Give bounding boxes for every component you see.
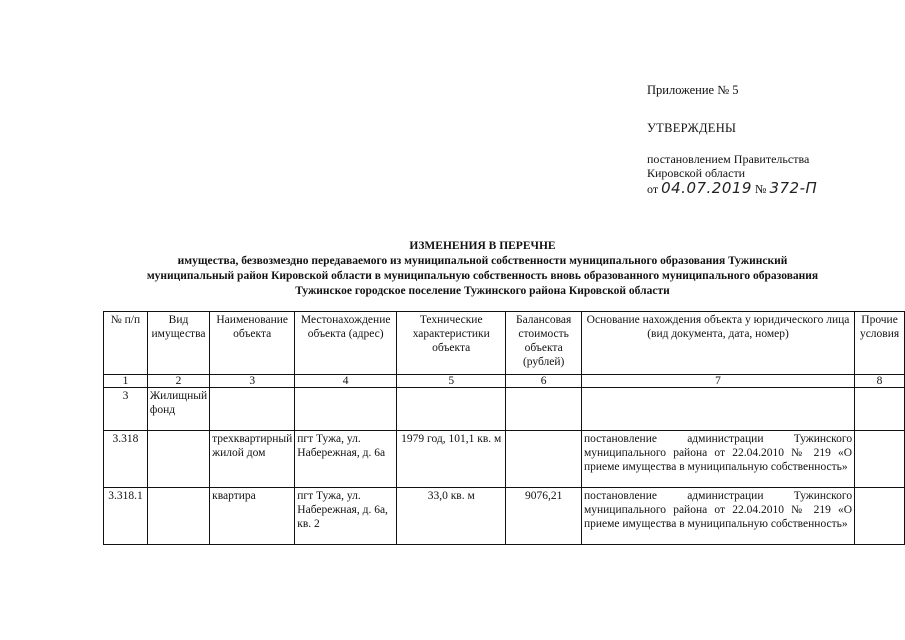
legal-basis: постановление администрации Тужинского муниципального района от 22.04.2010 № 219 «О приеме имущества в муниципальную собственность» [581,431,854,488]
document-title [60,239,905,299]
header-cell: Наименование объекта [210,312,295,375]
property-type [147,431,209,488]
appendix-label: Приложение № 5 [647,83,739,97]
header-cell: № п/п [104,312,148,375]
column-number: 5 [397,375,506,388]
header-cell: Технические характеристики объекта [397,312,506,375]
property-table [103,311,905,545]
other-terms [855,431,905,488]
object-name: трехквартирный жилой дом [210,431,295,488]
decree-date: 04.07.2019 [661,179,752,197]
column-number: 3 [210,375,295,388]
object-name: квартира [210,488,295,545]
header-cell: Основание нахождения объекта у юридического лица (вид документа, дата, номер) [581,312,854,375]
header-cell: Местонахождение объекта (адрес) [295,312,397,375]
table-row [104,431,905,488]
property-type: Жилищный фонд [147,388,209,431]
decree-line-2: Кировской области [647,166,746,180]
balance-value [506,431,582,488]
column-number: 7 [581,375,854,388]
title-line-1: ИЗМЕНЕНИЯ В ПЕРЕЧНЕ [409,240,556,252]
legal-basis: постановление администрации Тужинского муниципального района от 22.04.2010 № 219 «О приеме имущества в муниципальную собственность» [581,488,854,545]
tech-specs [397,388,506,431]
header-row [104,312,905,375]
object-address: пгт Тужа, ул. Набережная, д. 6а [295,431,397,488]
decree-line-1: постановлением Правительства [647,152,810,166]
other-terms [855,388,905,431]
decree-number: 372-П [769,179,818,197]
column-number: 6 [506,375,582,388]
decree-from: от [647,182,659,196]
approved-label: УТВЕРЖДЕНЫ [647,121,737,135]
column-numbers-row [104,375,905,388]
title-line-3: муниципальный район Кировской области в муниципальную собственность вновь образованного муниципального образования [146,270,819,282]
title-line-2: имущества, безвозмездно передаваемого из муниципальной собственности муниципального образования Тужинский [177,255,788,267]
table-row [104,488,905,545]
header-cell: Прочие условия [855,312,905,375]
column-number: 1 [104,375,148,388]
row-number: 3 [104,388,148,431]
object-address: пгт Тужа, ул. Набережная, д. 6а, кв. 2 [295,488,397,545]
title-line-4: Тужинское городское поселение Тужинского района Кировской области [295,285,670,297]
object-name [210,388,295,431]
row-number: 3.318 [104,431,148,488]
column-number: 2 [147,375,209,388]
tech-specs: 33,0 кв. м [397,488,506,545]
legal-basis [581,388,854,431]
row-number: 3.318.1 [104,488,148,545]
tech-specs: 1979 год, 101,1 кв. м [397,431,506,488]
header-cell: Вид имущества [147,312,209,375]
object-address [295,388,397,431]
header-cell: Балансовая стоимость объекта (рублей) [506,312,582,375]
column-number: 8 [855,375,905,388]
balance-value [506,388,582,431]
other-terms [855,488,905,545]
decree-number-sign: № [754,182,767,196]
balance-value: 9076,21 [506,488,582,545]
table-row [104,388,905,431]
column-number: 4 [295,375,397,388]
decree-date-line [647,179,817,197]
property-type [147,488,209,545]
